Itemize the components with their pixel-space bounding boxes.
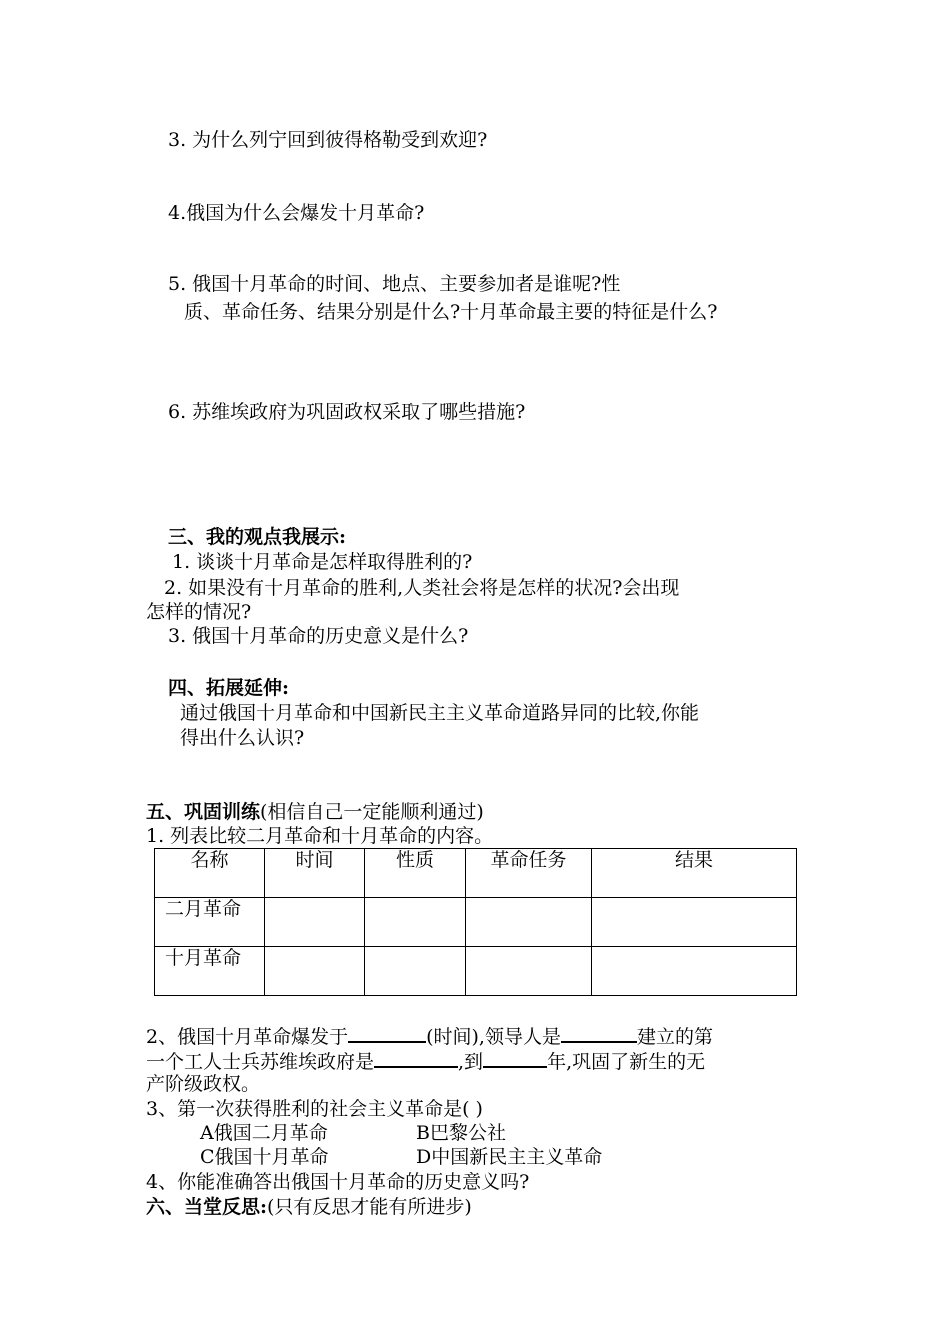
choice-question-3: 3、第一次获得胜利的社会主义革命是( ) <box>146 1098 483 1120</box>
question-4-significance: 4、你能准确答出俄国十月革命的历史意义吗? <box>146 1171 530 1193</box>
table-cell[interactable] <box>466 898 592 947</box>
section-6-note: (只有反思才能有所进步) <box>267 1196 472 1218</box>
option-c[interactable]: C俄国十月革命 <box>200 1146 329 1168</box>
table-cell[interactable] <box>365 898 466 947</box>
question-3: 3. 为什么列宁回到彼得格勒受到欢迎? <box>168 129 488 151</box>
table-header-cell: 名称 <box>155 849 265 898</box>
blank-year[interactable] <box>483 1048 547 1068</box>
question-5-line2: 质、革命任务、结果分别是什么?十月革命最主要的特征是什么? <box>184 301 718 323</box>
blank-time[interactable] <box>348 1023 426 1043</box>
q2-text-5: ,到 <box>458 1051 484 1073</box>
table-row <box>155 898 797 947</box>
table-row <box>155 947 797 996</box>
q2-text-4: 一个工人士兵苏维埃政府是 <box>146 1051 375 1073</box>
section-4-heading: 四、拓展延伸: <box>168 677 290 699</box>
section-3-q3: 3. 俄国十月革命的历史意义是什么? <box>168 625 469 647</box>
question-5-line1: 5. 俄国十月革命的时间、地点、主要参加者是谁呢?性 <box>168 273 621 295</box>
blank-leader[interactable] <box>561 1023 637 1043</box>
section-5-heading-row <box>146 800 484 824</box>
q2-text-3: 建立的第 <box>636 1026 713 1048</box>
section-5-heading: 五、巩固训练 <box>146 801 261 823</box>
fill-blank-q2-line2 <box>146 1048 705 1074</box>
table-cell[interactable] <box>265 947 365 996</box>
question-6: 6. 苏维埃政府为巩固政权采取了哪些措施? <box>168 401 526 423</box>
option-d[interactable]: D中国新民主主义革命 <box>416 1146 603 1168</box>
section-5-q1: 1. 列表比较二月革命和十月革命的内容。 <box>146 825 494 847</box>
fill-blank-q2-line1 <box>146 1023 713 1049</box>
section-5-heading-note: (相信自己一定能顺利通过) <box>260 801 484 823</box>
table-cell[interactable] <box>265 898 365 947</box>
table-header-cell: 时间 <box>265 849 365 898</box>
section-3-heading: 三、我的观点我展示: <box>168 526 347 548</box>
section-3-q2-line2: 怎样的情况? <box>146 601 252 623</box>
table-header-cell: 性质 <box>365 849 466 898</box>
table-cell[interactable] <box>592 947 797 996</box>
q2-text-2: (时间),领导人是 <box>426 1026 561 1048</box>
option-b[interactable]: B巴黎公社 <box>416 1122 506 1144</box>
q2-text-6: 年,巩固了新生的无 <box>547 1051 706 1073</box>
section-4-line2: 得出什么认识? <box>180 727 305 749</box>
option-a[interactable]: A俄国二月革命 <box>200 1122 328 1144</box>
table-cell[interactable] <box>365 947 466 996</box>
table-header-cell: 结果 <box>592 849 797 898</box>
table-cell[interactable] <box>466 947 592 996</box>
blank-government[interactable] <box>374 1048 458 1068</box>
section-4-line1: 通过俄国十月革命和中国新民主主义革命道路异同的比较,你能 <box>180 702 700 724</box>
table-header-cell: 革命任务 <box>466 849 592 898</box>
section-3-q2-line1: 2. 如果没有十月革命的胜利,人类社会将是怎样的状况?会出现 <box>164 577 680 599</box>
question-4: 4.俄国为什么会爆发十月革命? <box>168 202 425 224</box>
section-6-row <box>146 1195 472 1219</box>
table-row-label: 二月革命 <box>155 898 265 947</box>
table-cell[interactable] <box>592 898 797 947</box>
q2-text-1: 2、俄国十月革命爆发于 <box>146 1026 349 1048</box>
comparison-table <box>154 848 797 996</box>
table-row-label: 十月革命 <box>155 947 265 996</box>
section-3-q1: 1. 谈谈十月革命是怎样取得胜利的? <box>172 551 473 573</box>
table-header-row <box>155 849 797 898</box>
fill-blank-q2-line3: 产阶级政权。 <box>146 1073 261 1095</box>
section-6-heading: 六、当堂反思: <box>146 1196 268 1218</box>
